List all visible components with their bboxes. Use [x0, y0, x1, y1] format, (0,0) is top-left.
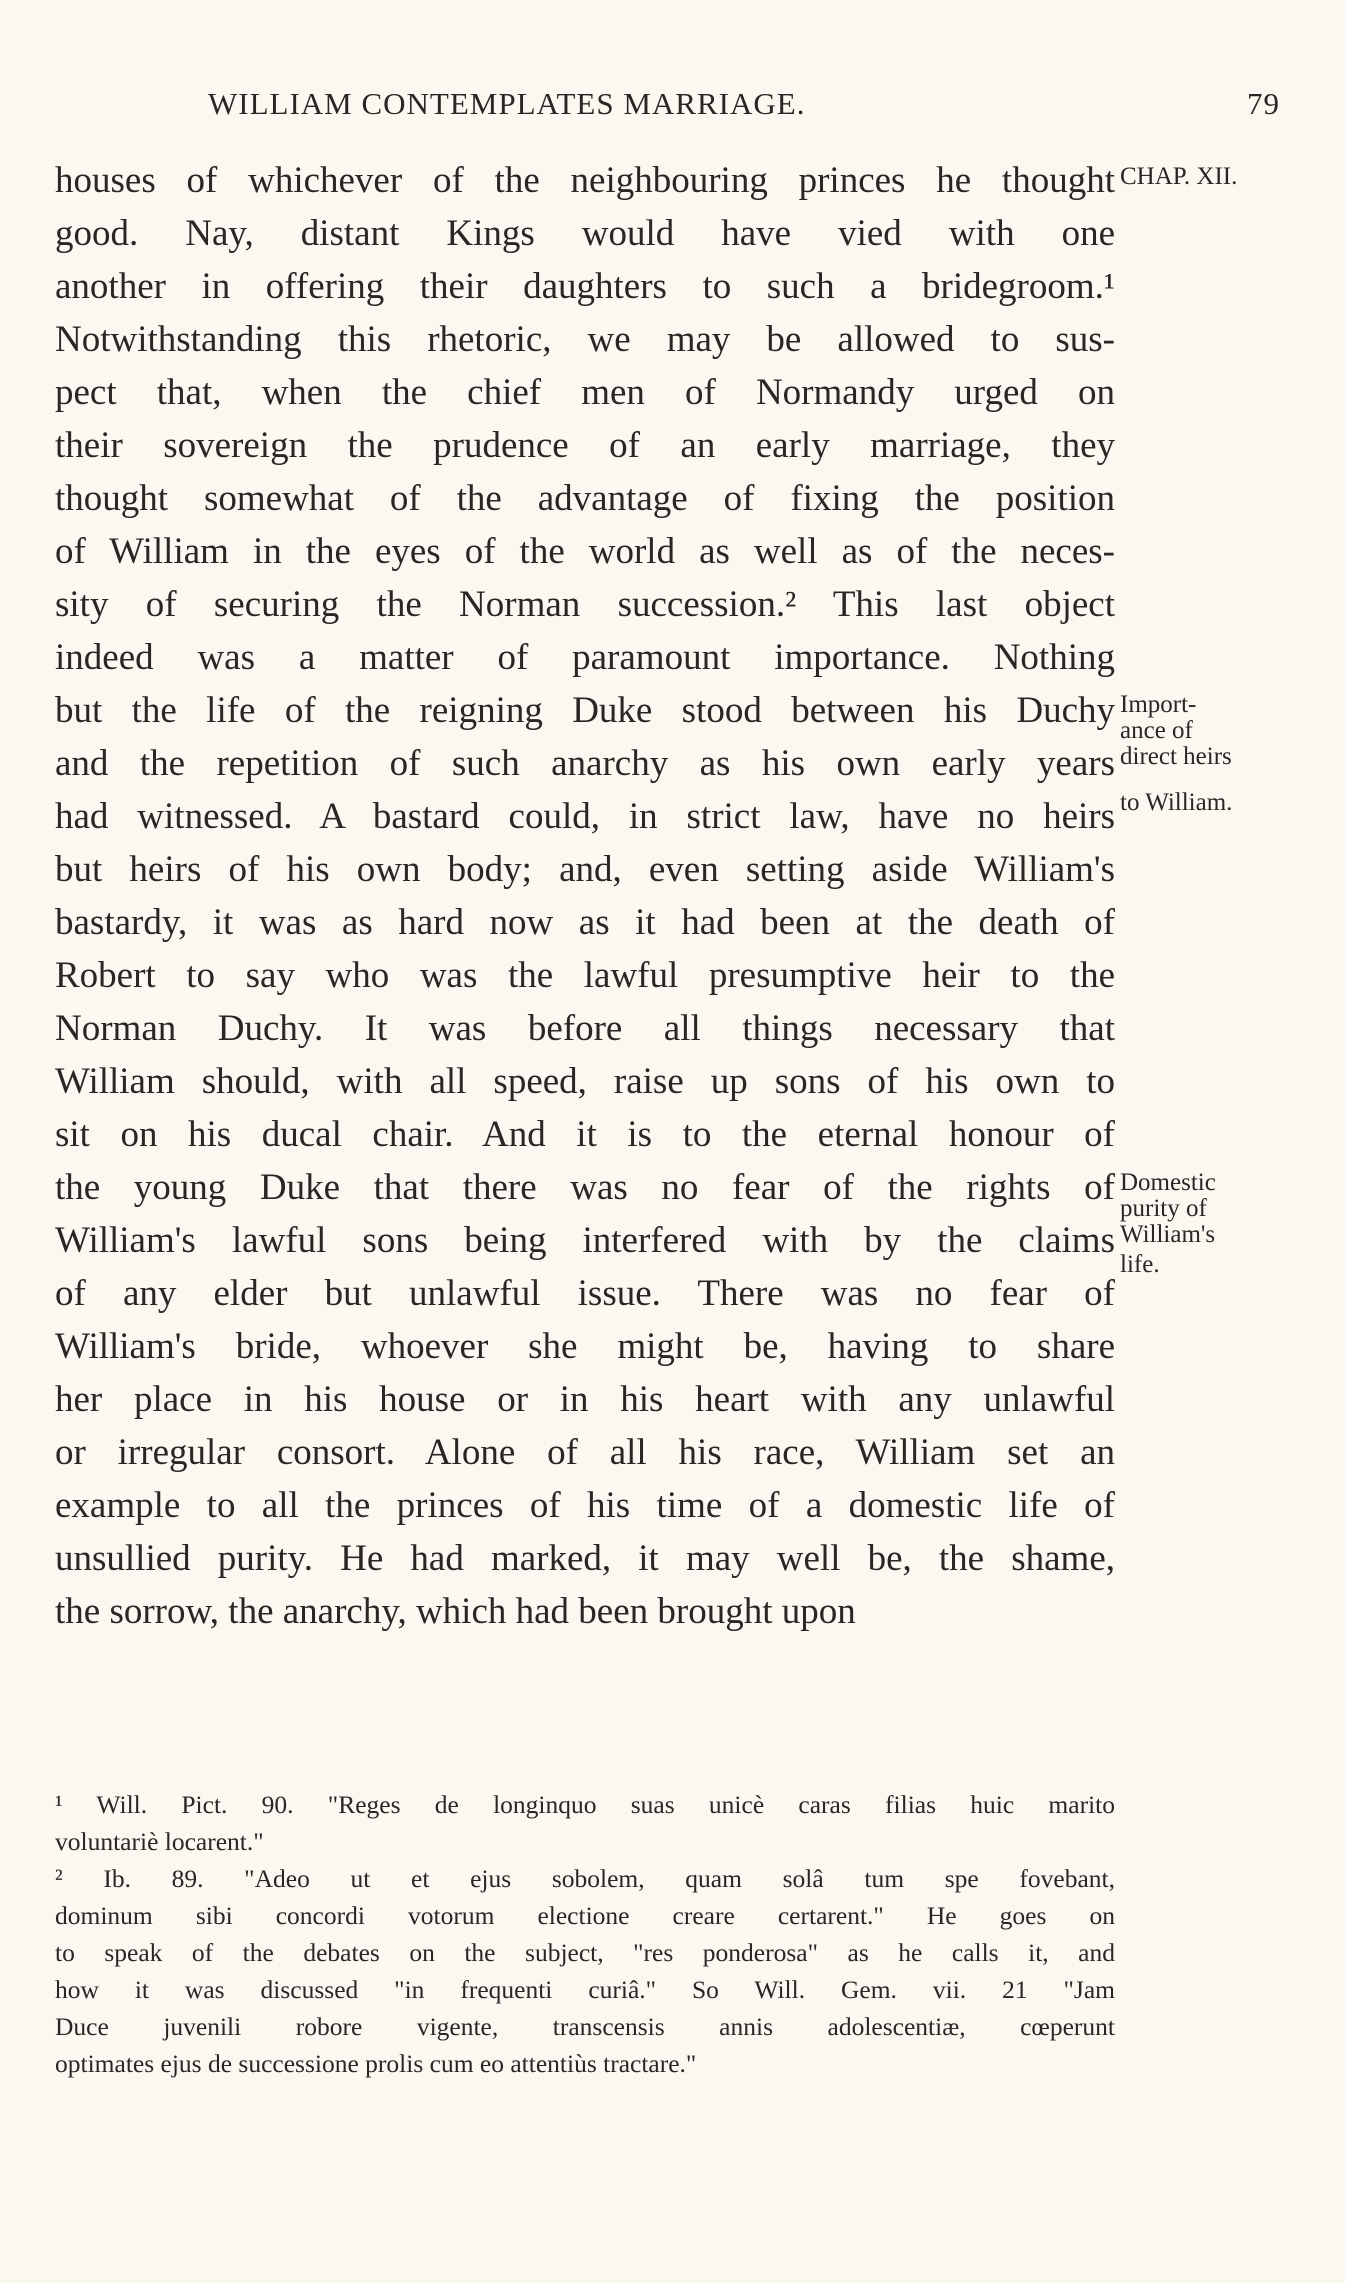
- text-line: of William in the eyes of the world as well as of the neces-: [55, 531, 1115, 572]
- text-line: good. Nay, distant Kings would have vied with one: [55, 213, 1115, 254]
- text-line: Robert to say who was the lawful presumptive heir to the: [55, 955, 1115, 996]
- margin-note-importance-line: direct heirs: [1120, 743, 1232, 770]
- text-line: but heirs of his own body; and, even setting aside William's: [55, 849, 1115, 890]
- text-line: the sorrow, the anarchy, which had been brought upon: [55, 1591, 856, 1632]
- text-line: Notwithstanding this rhetoric, we may be allowed to sus-: [55, 319, 1115, 360]
- text-line: sity of securing the Norman succession.² This last object: [55, 584, 1115, 625]
- footnote-line: Duce juvenili robore vigente, transcensis annis adolescentiæ, cœperunt: [55, 2012, 1115, 2041]
- text-line: their sovereign the prudence of an early marriage, they: [55, 425, 1115, 466]
- text-line: or irregular consort. Alone of all his race, William set an: [55, 1432, 1115, 1473]
- text-line: sit on his ducal chair. And it is to the eternal honour of: [55, 1114, 1115, 1155]
- margin-note-domestic-line: Domestic: [1120, 1169, 1216, 1196]
- text-line: the young Duke that there was no fear of the rights of: [55, 1167, 1115, 1208]
- text-line: example to all the princes of his time of a domestic life of: [55, 1485, 1115, 1526]
- main-text: [55, 154, 1115, 1638]
- margin-note-importance-line: Import-: [1120, 691, 1197, 718]
- footnote-line: ¹ Will. Pict. 90. "Reges de longinquo suas unicè caras filias huic marito: [55, 1790, 1115, 1819]
- running-title: WILLIAM CONTEMPLATES MARRIAGE.: [208, 86, 806, 121]
- text-line: pect that, when the chief men of Normandy urged on: [55, 372, 1115, 413]
- footnote-line: how it was discussed "in frequenti curiâ." So Will. Gem. vii. 21 "Jam: [55, 1975, 1115, 2004]
- running-head: [190, 78, 1280, 130]
- text-line: William's bride, whoever she might be, having to share: [55, 1326, 1115, 1367]
- footnote-line: dominum sibi concordi votorum electione creare certarent." He goes on: [55, 1901, 1115, 1930]
- footnote-line: optimates ejus de successione prolis cum eo attentiùs tractare.": [55, 2049, 697, 2078]
- footnote-line: ² Ib. 89. "Adeo ut et ejus sobolem, quam solâ tum spe fovebant,: [55, 1864, 1115, 1893]
- text-line: her place in his house or in his heart with any unlawful: [55, 1379, 1115, 1420]
- text-line: thought somewhat of the advantage of fixing the position: [55, 478, 1115, 519]
- footnote-line: to speak of the debates on the subject, "res ponderosa" as he calls it, and: [55, 1938, 1115, 1967]
- text-line: unsullied purity. He had marked, it may well be, the shame,: [55, 1538, 1115, 1579]
- chapter-label: CHAP. XII.: [1120, 163, 1238, 190]
- text-line: another in offering their daughters to such a bridegroom.¹: [55, 266, 1115, 307]
- margin-note-domestic-line: life.: [1120, 1251, 1160, 1278]
- footnote-line: voluntariè locarent.": [55, 1827, 264, 1856]
- margin-note-importance-line: ance of: [1120, 717, 1193, 744]
- text-line: but the life of the reigning Duke stood between his Duchy: [55, 690, 1115, 731]
- footnotes: [55, 1786, 1115, 2082]
- text-line: indeed was a matter of paramount importance. Nothing: [55, 637, 1115, 678]
- margin-note-domestic-line: purity of: [1120, 1195, 1207, 1222]
- text-line: William's lawful sons being interfered with by the claims: [55, 1220, 1115, 1261]
- text-line: houses of whichever of the neighbouring princes he thought: [55, 160, 1115, 201]
- text-line: Norman Duchy. It was before all things necessary that: [55, 1008, 1115, 1049]
- text-line: of any elder but unlawful issue. There was no fear of: [55, 1273, 1115, 1314]
- text-line: had witnessed. A bastard could, in strict law, have no heirs: [55, 796, 1115, 837]
- margin-note-importance-line: to William.: [1120, 789, 1233, 816]
- text-line: William should, with all speed, raise up sons of his own to: [55, 1061, 1115, 1102]
- margin-note-domestic-line: William's: [1120, 1221, 1216, 1248]
- text-line: and the repetition of such anarchy as his own early years: [55, 743, 1115, 784]
- page-number: 79: [1247, 86, 1280, 121]
- text-line: bastardy, it was as hard now as it had been at the death of: [55, 902, 1115, 943]
